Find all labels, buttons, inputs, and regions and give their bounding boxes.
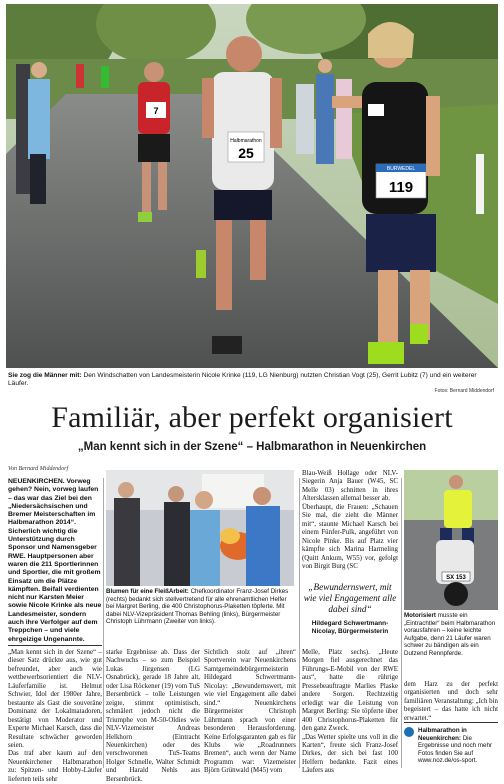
moto-caption-lead: Motorisiert: [404, 612, 436, 619]
hero-photo-credit: Fotos: Bernard Middendorf: [434, 388, 494, 394]
hero-caption-lead: Sie zog die Männer mit:: [8, 372, 82, 379]
column-5-body: dem Harz zu der perfekt organisierten und doch sehr familiären Veranstaltung: „Ich bin begeistert – das hatte ich nicht erwartet.“: [404, 681, 498, 722]
lead-divider: [8, 645, 102, 646]
bib-number-right: 119: [388, 179, 414, 196]
column-separator: [103, 478, 104, 768]
column-4-bottom: Melle, Platz sechs). „Heute Morgen fiel ausgerechnet das Führungs-E-Mobil von der RWE aus“, hatte die rührige Pressebeauftragte Marlies Plaske andere Sorgen. Rechtzeitig erledigt war die Leistung von Margret Berling: Sie töpferte über 400 Christophorus-Plaketten für den ganz Zweck. „Das Wetter spielte uns voll in die Karten“, freute sich Franz-Josef Dirkes, der sich bei fast 100 Helfern bedankte. Fazit eines Läufers aus: [302, 649, 398, 775]
group-caption-text: Chefkoordinator Franz-Josef Dirkes (rechts) bedankt sich stellvertretend für alle ehrenamtlichen Helfer bei Margret Berling, die 400 Christophorus-Plaketten töpferte. Mit dabei NLV-Vizepräsident Thomas Behling (links), Bürgermeister Christoph Lührmann (Zweiter von links).: [106, 588, 289, 626]
hero-caption-text: Den Windschatten von Landesmeisterin Nicole Krinke (119, LG Nienburg) nutzten Christian Vogt (25), Gerrit Lubitz (7) und ein weiterer Läufer.: [8, 372, 477, 387]
article-lead: NEUENKIRCHEN. Vorweg gehen? Nein, vorweg laufen – das war das Ziel bei den „Niedersächsischen und Bremer Meisterschaften im Halbmarathon 2014“. Sicherlich wichtig die Unterstützung durch Sponsor und Namensgeber RWE. Hauptpersonen aber waren die 211 Sportlerinnen und Sportler, die mit großem Einsatz um die Plätze kämpften. Beifall verdienten nicht nur Karsten Meier sowie Nicole Krinke als neue Landesmeister, sondern auch ihre Verfolger auf dem Treppchen – und viele ehrgeizige Ungenannte.: [8, 478, 102, 643]
column-3-body: Sichtlich stolz auf „ihren“ Sportverein war Neuenkirchens Samtgemeindebürgermeisterin Hildegard Schwertmann-Nicolay: „Bewundernswert, mit wie viel Engagement alle dabei sind.“ Neuenkirchens Bürgermeister Christoph Lührmann sprach von einer besonderen Herausforderung. Keine Erfolgsgaranten gab es für Klubs wie „Roadrunners Bremen“, auch wenn der Name Programm war: Vizemeister Björn Grünwald (M45) vom: [204, 649, 296, 775]
pull-quote-source-1: Hildegard Schwertmann-: [311, 620, 389, 627]
pull-quote: „Bewundernswert, mit wie viel Engagement alle dabei sind“: [303, 582, 397, 614]
column-4-top: Blau-Weiß Hollage oder NLV-Siegerin Anja Bauer (W45, SC Melle 03) schnitten in ihres Altersklassen allemal besser ab. Überhaupt, die Frauen: „Schauen Sie mal, die zieht die Männer mit“, staunte Michael Karsch bei einem Fünfer-Pulk, angeführt von Nicole Pinke. Bis auf Platz vier kämpfte sich Marina Harmeling (Quitt Ankum, W55) vor, gefolgt von Birgit Burg (SC: [302, 470, 398, 570]
bib-label-right: BURWEDEL: [386, 166, 416, 172]
link-icon: [404, 727, 414, 737]
bib-number-left: 7: [153, 106, 159, 116]
infobox-text: Die Ergebnisse und noch mehr Fotos finden Sie auf www.noz.de/os-sport.: [418, 734, 492, 764]
infobox: [418, 727, 498, 765]
moto-plate: SX 153: [446, 575, 466, 581]
moto-caption-text: musste ein „Eintrachtler“ beim Halbmarathon vorausfahren – keine leichte Aufgabe, denn 21 Läufer waren schwer zu bändigen als ein Dutzend Rennpferde.: [404, 612, 496, 657]
infobox-title: Halbmarathon in Neuenkirchen:: [418, 727, 467, 742]
motorcycle-photo: [404, 470, 498, 610]
group-photo: [106, 470, 294, 586]
column-separator: [299, 478, 300, 768]
group-photo-caption: [106, 588, 294, 626]
pull-quote-source-2: Nicolay, Bürgermeisterin: [311, 628, 389, 635]
group-caption-lead: Blumen für eine FleißArbeit:: [106, 588, 189, 595]
column-separator: [401, 478, 402, 768]
hero-caption: [8, 372, 496, 388]
article-subhead: „Man kennt sich in der Szene“ – Halbmarathon in Neuenkirchen: [77, 441, 427, 453]
bib-label-middle: Halbmarathon: [230, 138, 262, 144]
column-2-body: starke Ergebnisse ab. Dass der Nachwuchs – so zum Beispiel Lukas Jürgensen (LG Osnabrück), gerade 18 Jahre alt, oder Lisa Röckener (19) vom TuS Bersenbrück – tolle Leistungen zeigte, stimmt optimistisch, schmälert jedoch nicht die Triumphe von M-50-Oldies wie NLV-Vizemeister Andreas Helkhorn (Eintracht Neuenkirchen) oder des verschworenen TuS-Teams Holger Schnelle, Walter Schmidt und Harald Nehls aus Bersenbrück.: [106, 649, 200, 783]
column-1-body: „Man kennt sich in der Szene“ – dieser Satz drückte aus, wie gut befreundet, aber auch wie wettbewerbsorientiert die NLV-Läuferfamilie ist. Helmut Schwier, Idol der 1980er Jahre, bestaunte als Gast die souveräne Dominanz der Lokalmatadoren, bestätigt von Moderator und Experte Michael Karsch, dass die Resultate schwächer geworden seien. Das traf aber kaum auf den Neuenkirchener Halbmarathon zu: Spitzen- und Hobby-Läufer lieferten teils sehr: [8, 649, 102, 783]
byline: Von Bernard Middendorf: [8, 466, 69, 472]
bib-number-middle: 25: [238, 145, 254, 161]
hero-photo: [6, 4, 498, 368]
infobox-divider: [404, 722, 498, 723]
motorcycle-caption: [404, 612, 498, 658]
article-headline: Familiär, aber perfekt organisiert: [51, 401, 453, 434]
